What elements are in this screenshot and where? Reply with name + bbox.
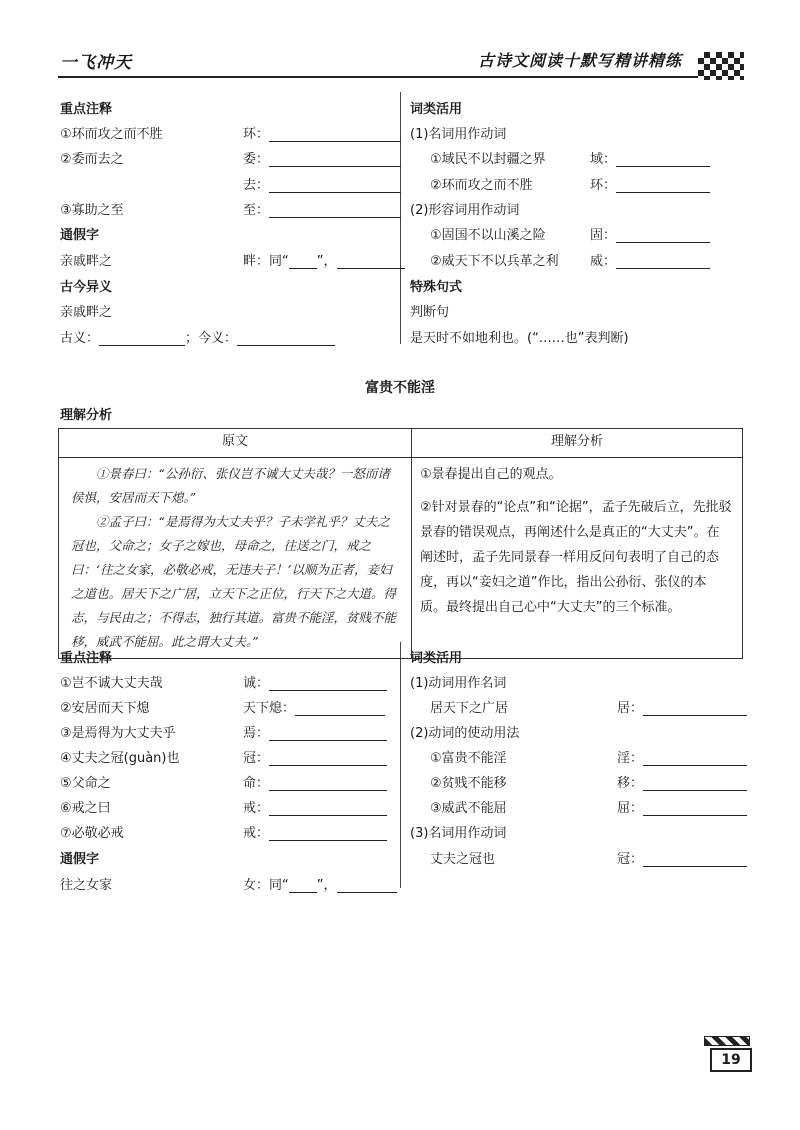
col-header-analysis: 理解分析 [412, 429, 743, 458]
top-gujin-gloss: 古义： ；今义： [60, 327, 335, 346]
top-gujin-title: 古今异义 [60, 280, 113, 295]
answer-blank[interactable] [616, 254, 710, 269]
bottom-column-divider [400, 642, 401, 888]
original-paragraph: ②孟子曰：“是焉得为大丈夫乎？子未学礼乎？丈夫之冠也，父命之；女子之嫁也，母命之，往送之门，戒之曰：‘往之女家，必敬必戒，无违夫子！’以顺为正者，妾妇之道也。居天下之广居，立天下之正位，行天下之大道。得志，与民由之；不得志，独行其道。富贵不能淫，贫贱不能移，威武不能屈。此之谓大丈夫。” [71, 514, 397, 649]
bottom-cilei-title: 词类活用 [410, 651, 463, 666]
bottom-note: ⑦必敬必戒 [60, 826, 124, 841]
top-cilei-sub1: (1)名词用作动词 [410, 127, 507, 142]
top-cilei-item: ②环而攻之而不胜 [430, 178, 533, 193]
answer-blank[interactable] [616, 178, 710, 193]
bottom-note-gloss: 戒： [243, 822, 387, 841]
section-title: 富贵不能淫 [365, 380, 435, 396]
analysis-text-cell [412, 458, 743, 659]
top-note-1-gloss: 环： [243, 123, 401, 142]
answer-blank[interactable] [269, 801, 387, 816]
answer-blank[interactable] [237, 331, 335, 346]
bottom-note: ③是焉得为大丈夫乎 [60, 726, 176, 741]
bottom-cilei-gloss: 居： [617, 697, 747, 716]
top-cilei-gloss: 域： [590, 148, 710, 167]
top-cilei-gloss: 威： [590, 250, 710, 269]
top-gujin-text: 亲戚畔之 [60, 305, 113, 320]
answer-blank[interactable] [337, 878, 397, 893]
bottom-notes-title: 重点注释 [60, 651, 113, 666]
col-header-original: 原文 [59, 429, 412, 458]
top-cilei-sub2: (2)形容词用作动词 [410, 203, 520, 218]
original-paragraph: ①景春曰：“公孙衍、张仪岂不诚大丈夫哉？一怒而诸侯惧，安居而天下熄。” [71, 466, 390, 505]
bottom-note: ①岂不诚大丈夫哉 [60, 676, 163, 691]
top-notes-title: 重点注释 [60, 102, 113, 117]
top-cilei-item: ①固国不以山溪之险 [430, 228, 546, 243]
bottom-cilei-sub1: (1)动词用作名词 [410, 676, 507, 691]
bottom-cilei-item: ③威武不能屈 [430, 801, 507, 816]
top-cilei-gloss: 环： [590, 174, 710, 193]
bottom-cilei-sub3: (3)名词用作动词 [410, 826, 507, 841]
bottom-cilei-item: 丈夫之冠也 [430, 852, 496, 867]
answer-blank[interactable] [99, 331, 185, 346]
analysis-paragraph: ②针对景春的“论点”和“论据”，孟子先破后立，先批驳景春的错误观点，再阐述什么是真正的“大丈夫”。在阐述时，孟子先同景春一样用反问句表明了自己的态度，再以“妾妇之道”作比，指出公孙衍、张仪的本质。最终提出自己心中“大丈夫”的三个标准。 [420, 500, 732, 615]
page-number: 19 [710, 1048, 752, 1072]
bottom-note: ⑤父命之 [60, 776, 111, 791]
bottom-cilei-item: ①富贵不能淫 [430, 751, 507, 766]
bottom-tongjia-title: 通假字 [60, 852, 100, 867]
bottom-cilei-gloss: 冠： [617, 848, 747, 867]
bottom-note: ④丈夫之冠(guàn)也 [60, 751, 180, 766]
striped-bar-icon [704, 1036, 750, 1046]
top-cilei-gloss: 固： [590, 224, 710, 243]
answer-blank[interactable] [643, 852, 747, 867]
bottom-note-gloss: 天下熄： [243, 697, 385, 716]
bottom-cilei-sub2: (2)动词的使动用法 [410, 726, 520, 741]
series-logo: 一飞冲天 [60, 53, 132, 73]
top-special-type: 判断句 [410, 305, 450, 320]
bottom-cilei-item: ②贫贱不能移 [430, 776, 507, 791]
answer-blank[interactable] [337, 254, 405, 269]
analysis-title: 理解分析 [60, 408, 113, 423]
top-special-title: 特殊句式 [410, 280, 463, 295]
answer-blank[interactable] [269, 127, 401, 142]
answer-blank[interactable] [269, 726, 387, 741]
top-note-2b-gloss: 去： [243, 174, 401, 193]
bottom-note-gloss: 戒： [243, 797, 387, 816]
answer-blank[interactable] [269, 178, 401, 193]
answer-blank[interactable] [289, 880, 317, 893]
answer-blank[interactable] [295, 701, 385, 716]
answer-blank[interactable] [269, 751, 387, 766]
analysis-paragraph: ①景春提出自己的观点。 [420, 467, 562, 482]
bottom-note-gloss: 焉： [243, 722, 387, 741]
answer-blank[interactable] [269, 776, 387, 791]
bottom-cilei-gloss: 移： [617, 772, 747, 791]
header-rule [58, 76, 698, 78]
top-note-3-gloss: 至： [243, 199, 401, 218]
bottom-note-gloss: 冠： [243, 747, 387, 766]
answer-blank[interactable] [643, 701, 747, 716]
answer-blank[interactable] [643, 751, 747, 766]
bottom-tongjia-text: 往之女家 [60, 878, 113, 893]
answer-blank[interactable] [643, 776, 747, 791]
answer-blank[interactable] [269, 203, 401, 218]
bottom-cilei-item: 居天下之广居 [430, 701, 509, 716]
checkered-flag-icon [698, 52, 744, 80]
top-note-2: ②委而去之 [60, 152, 124, 167]
top-cilei-item: ②威天下不以兵革之利 [430, 254, 559, 269]
bottom-note-gloss: 命： [243, 772, 387, 791]
answer-blank[interactable] [269, 826, 387, 841]
top-note-3: ③寡助之至 [60, 203, 124, 218]
answer-blank[interactable] [643, 801, 747, 816]
top-tongjia-text: 亲戚畔之 [60, 254, 113, 269]
bottom-note: ②安居而天下熄 [60, 701, 150, 716]
book-title: 古诗文阅读十默写精讲精练 [478, 51, 683, 70]
top-note-1: ①环而攻之而不胜 [60, 127, 163, 142]
bottom-cilei-gloss: 屈： [617, 797, 747, 816]
answer-blank[interactable] [289, 256, 317, 269]
bottom-note: ⑥戒之曰 [60, 801, 111, 816]
answer-blank[interactable] [616, 228, 710, 243]
top-note-2-gloss: 委： [243, 148, 401, 167]
analysis-table [58, 428, 743, 659]
bottom-note-gloss: 诚： [243, 672, 387, 691]
answer-blank[interactable] [269, 676, 387, 691]
answer-blank[interactable] [616, 152, 710, 167]
original-text-cell [59, 458, 412, 659]
top-tongjia-title: 通假字 [60, 228, 100, 243]
answer-blank[interactable] [269, 152, 401, 167]
top-special-example: 是天时不如地利也。(“……也”表判断) [410, 331, 629, 346]
top-cilei-title: 词类活用 [410, 102, 463, 117]
page-number-badge [704, 1036, 750, 1070]
top-cilei-item: ①域民不以封疆之界 [430, 152, 546, 167]
top-tongjia-gloss: 畔：同“ ”， [243, 250, 405, 269]
bottom-tongjia-gloss: 女：同“ ”， [243, 874, 397, 893]
bottom-cilei-gloss: 淫： [617, 747, 747, 766]
